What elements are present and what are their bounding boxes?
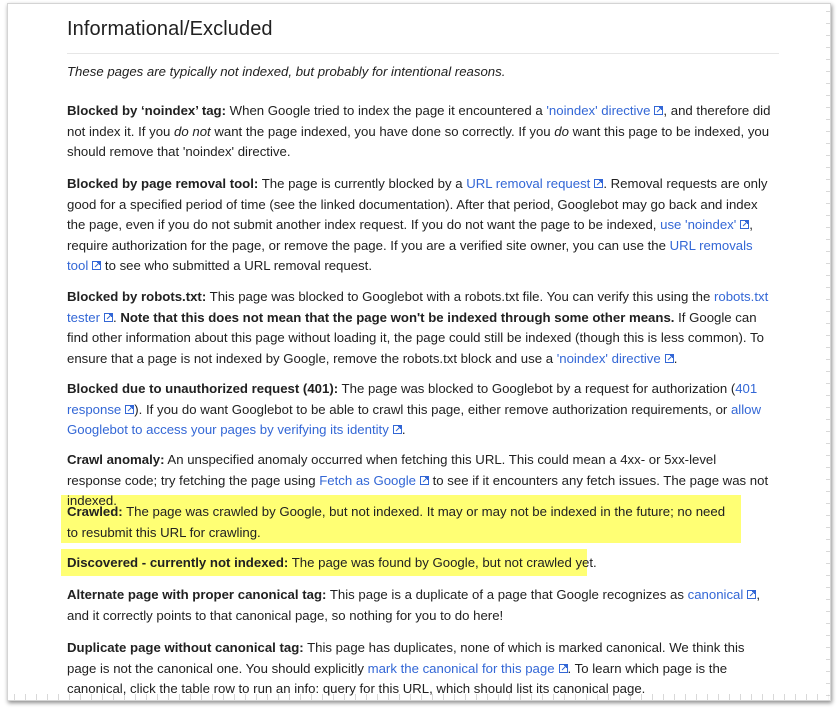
entry-unauthorized-401: Blocked due to unauthorized request (401): The page was blocked to Googlebot by a request for authorization (401 response ). If you do want Googlebot to be able to crawl this page, either remove authorization requirements, or allow Googlebot to access your pages by verifying its identity . xyxy=(67,381,762,437)
title-divider xyxy=(67,53,779,54)
external-link-icon xyxy=(420,476,429,485)
url-removals-tool-link[interactable]: URL removals tool xyxy=(67,237,753,273)
entry-removal-tool: Blocked by page removal tool: The page is currently blocked by a URL removal request . Removal requests are only good for a specified period of time (see the linked documentation). After that period, Googlebot may go back and index the page, even if you do not submit another index request. If you do not want the page to be indexed, use 'noindex' , require authorization for the page, or remove the page. If you are a verified site owner, you can use the URL removals tool to see who submitted a URL removal request. xyxy=(67,176,768,273)
robots-txt-tester-link[interactable]: robots.txt tester xyxy=(67,289,769,325)
401-response-link[interactable]: 401 response xyxy=(67,381,758,417)
external-link-icon xyxy=(125,405,134,414)
use-noindex-link[interactable]: use 'noindex' xyxy=(660,217,749,232)
entry-term: Crawled: xyxy=(67,504,123,519)
entry-robots-txt: Blocked by robots.txt: This page was blocked to Googlebot with a robots.txt file. You can verify this using the robots.txt tester . Note that this does not mean that the page won't be indexed through some other means. If Google can find other information about this page without loading it, the page could still be indexed (though this is less common). To ensure that a page is not indexed by Google, remove the robots.txt block and use a 'noindex' directive . xyxy=(67,289,769,366)
torn-edge-right xyxy=(826,4,830,700)
entry-duplicate-no-canonical: Duplicate page without canonical tag: This page has duplicates, none of which is marked canonical. We think this page is not the canonical one. You should explicitly mark the canonical for this page . To learn which page is the canonical, click the table row to run an info: query for this URL, which should list its canonical page. xyxy=(67,640,745,696)
section-intro: These pages are typically not indexed, but probably for intentional reasons. xyxy=(67,64,506,79)
entry-crawl-anomaly: Crawl anomaly: An unspecified anomaly occurred when fetching this URL. This could mean a 4xx- or 5xx-level response code; try fetching the page using Fetch as Google to see if it encounters any fetch issues. The page was not indexed. xyxy=(67,452,769,508)
entry-term: Crawl anomaly: xyxy=(67,452,165,467)
external-link-icon xyxy=(594,179,603,188)
external-link-icon xyxy=(665,354,674,363)
entry-term: Blocked by robots.txt: xyxy=(67,289,207,304)
entry-discovered: Discovered - currently not indexed: The page was found by Google, but not crawled yet. xyxy=(67,555,597,570)
entry-term: Blocked due to unauthorized request (401): xyxy=(67,381,339,396)
entry-alternate-canonical: Alternate page with proper canonical tag: This page is a duplicate of a page that Google recognizes as canonical , and it correctly points to that canonical page, so nothing for you to do here! xyxy=(67,587,760,623)
entry-term: Alternate page with proper canonical tag: xyxy=(67,587,327,602)
document-page xyxy=(7,3,831,701)
url-removal-request-link[interactable]: URL removal request xyxy=(466,176,603,191)
verify-googlebot-link[interactable]: allow Googlebot to access your pages by verifying its identity xyxy=(67,401,762,437)
entry-term: Blocked by page removal tool: xyxy=(67,176,259,191)
entry-crawled: Crawled: The page was crawled by Google, but not indexed. It may or may not be indexed in the future; no need to resubmit this URL for crawling. xyxy=(67,504,726,540)
external-link-icon xyxy=(104,313,113,322)
canonical-link[interactable]: canonical xyxy=(688,587,757,602)
section-title: Informational/Excluded xyxy=(67,18,273,40)
entry-term: Discovered - currently not indexed: xyxy=(67,555,289,570)
external-link-icon xyxy=(747,590,756,599)
external-link-icon xyxy=(559,664,568,673)
mark-canonical-link[interactable]: mark the canonical for this page xyxy=(368,661,568,676)
noindex-directive-link[interactable]: 'noindex' directive xyxy=(557,351,674,366)
fetch-as-google-link[interactable]: Fetch as Google xyxy=(319,473,429,488)
external-link-icon xyxy=(393,425,402,434)
external-link-icon xyxy=(740,220,749,229)
noindex-directive-link[interactable]: 'noindex' directive xyxy=(546,103,663,118)
external-link-icon xyxy=(92,261,101,270)
entry-term: Blocked by ‘noindex’ tag: xyxy=(67,103,227,118)
entry-term: Duplicate page without canonical tag: xyxy=(67,640,304,655)
entry-noindex: Blocked by ‘noindex’ tag: When Google tried to index the page it encountered a 'noindex' directive , and therefore did not index it. If you do not want the page indexed, you have done so correctly. If you do want this page to be indexed, you should remove that 'noindex' directive. xyxy=(67,103,771,159)
